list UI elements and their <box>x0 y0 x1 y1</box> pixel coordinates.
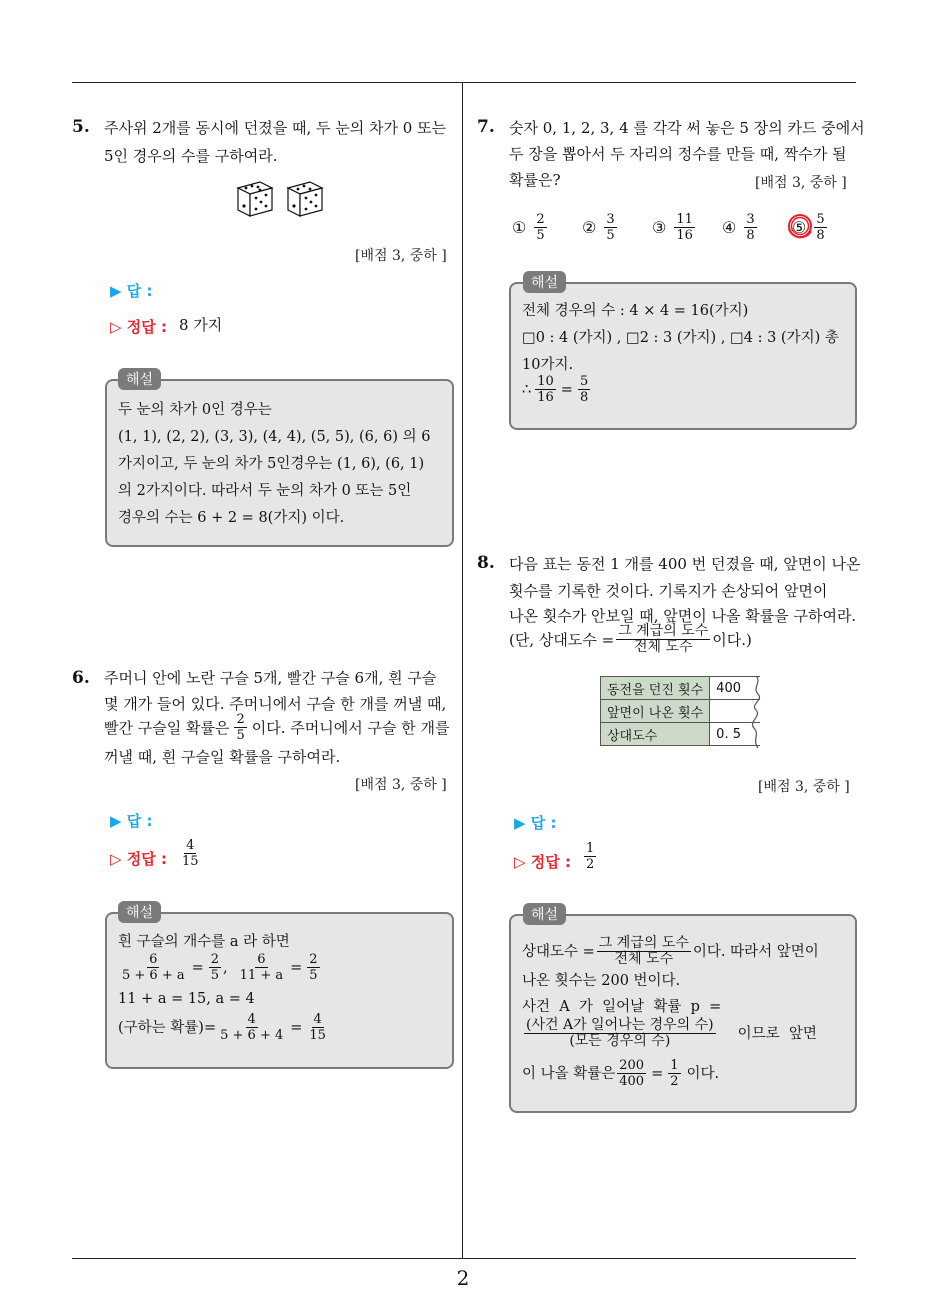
q6-exp-line4 <box>118 1012 330 1043</box>
q8-text-line1: 다음 표는 동전 1 개를 400 번 던졌을 때, 앞면이 나온 <box>509 555 861 573</box>
q8-exp-line2: 나온 횟수는 200 번이다. <box>522 973 681 989</box>
q8-exp-line5 <box>522 1058 719 1089</box>
q8-number: 8. <box>477 553 495 573</box>
choice-fraction <box>814 212 826 243</box>
choice-marker: ② <box>582 218 597 237</box>
numerator: 6 <box>149 952 158 967</box>
q6-explanation-tag: 해설 <box>118 901 161 923</box>
numerator: 200 <box>619 1058 645 1073</box>
q8-line4-start: (단, 상대도수 = <box>509 630 615 649</box>
numerator: 4 <box>247 1012 256 1027</box>
q6-exp-fraction <box>209 952 221 983</box>
q6-solution-fraction <box>180 838 201 869</box>
numerator: 2 <box>309 952 318 967</box>
q5-exp-line: (1, 1), (2, 2), (3, 3), (4, 4), (5, 5), (6, 6) 의 6 <box>118 429 431 445</box>
q7-text-line2: 두 장을 뽑아서 두 자리의 정수를 만들 때, 짝수가 될 <box>509 145 847 163</box>
q8-exp-fraction <box>668 1058 680 1089</box>
table-row <box>601 700 761 723</box>
q8-exp-fraction <box>597 936 691 967</box>
table-header-cell: 앞면이 나온 횟수 <box>601 700 710 723</box>
denominator: 8 <box>579 390 589 405</box>
q8-sol-numerator: 1 <box>586 841 595 856</box>
q6-exp-fraction <box>238 952 285 983</box>
denominator: 16 <box>537 390 554 405</box>
bottom-rule <box>72 1258 856 1259</box>
q6-exp-line1: 흰 구슬의 개수를 a 라 하면 <box>118 934 290 950</box>
q8-exp-line1-end: 이다. 따라서 앞면이 <box>692 943 819 960</box>
denominator: 16 <box>676 228 693 243</box>
die-right-icon <box>288 182 322 216</box>
page-number: 2 <box>456 1266 470 1290</box>
denominator: 2 <box>670 1074 679 1089</box>
q8-meta: [배점 3, 중하 ] <box>758 779 850 795</box>
q8-exp-line1 <box>522 936 819 967</box>
q8-text-line2: 횟수를 기록한 것이다. 기록지가 손상되어 앞면이 <box>509 582 828 600</box>
q5-exp-line: 의 2가지이다. 따라서 두 눈의 차가 0 또는 5인 <box>118 483 412 499</box>
q8-line4-end: 이다.) <box>712 630 752 649</box>
choice-marker <box>792 218 806 237</box>
table-header-cell: 상대도수 <box>601 723 710 746</box>
q6-text-line3 <box>104 712 449 743</box>
q6-answer-label: ▶ 답 : <box>110 812 153 830</box>
q6-exp-line2 <box>118 952 322 983</box>
denominator: 400 <box>619 1074 645 1089</box>
numerator: 4 <box>313 1012 322 1027</box>
denominator: 8 <box>816 228 825 243</box>
q5-answer-label: ▶ 답 : <box>110 282 153 300</box>
numerator: 10 <box>537 374 554 389</box>
q7-text-line1: 숫자 0, 1, 2, 3, 4 를 각각 써 놓은 5 장의 카드 중에서 <box>509 119 865 137</box>
dice-icon <box>232 178 328 218</box>
q6-text-line1: 주머니 안에 노란 구슬 5개, 빨간 구슬 6개, 흰 구슬 <box>104 669 437 687</box>
q5-number: 5. <box>72 117 90 137</box>
q7-exp-fraction <box>535 374 556 405</box>
q5-exp-line: 두 눈의 차가 0인 경우는 <box>118 402 272 418</box>
table-header-cell: 동전을 던진 횟수 <box>601 677 710 700</box>
q8-relative-frequency-fraction <box>616 624 710 655</box>
equals-sign: = <box>651 1065 664 1082</box>
q6-text-line4: 꺼낼 때, 흰 구슬일 확률을 구하여라. <box>104 748 341 766</box>
q6-exp-fraction <box>307 1012 328 1043</box>
q7-choice-3[interactable] <box>652 212 697 243</box>
q5-solution-value: 8 가지 <box>179 316 223 334</box>
q6-exp-line3: 11 + a = 15, a = 4 <box>118 991 255 1007</box>
equals-sign: = <box>560 381 573 398</box>
numerator: 그 계급의 도수 <box>598 935 689 951</box>
q8-exp-line4 <box>522 1018 817 1049</box>
q8-solution-fraction <box>584 841 596 872</box>
q5-meta: [배점 3, 중하 ] <box>355 248 447 264</box>
q6-line3-end: 이다. 주머니에서 구슬 한 개를 <box>251 718 450 737</box>
numerator: 5 <box>579 374 589 389</box>
numerator: 1 <box>670 1058 679 1073</box>
q7-exp-fraction <box>578 374 590 405</box>
q6-frac-denominator: 5 <box>236 728 245 743</box>
q8-explanation-tag: 해설 <box>523 903 566 925</box>
q8-sol-denominator: 2 <box>586 857 595 872</box>
q5-solution-label: ▷ 정답 : <box>110 318 167 336</box>
denominator: 5 <box>309 968 318 983</box>
q6-frac-numerator: 2 <box>236 712 245 727</box>
numerator: 3 <box>746 212 755 227</box>
choice-marker: ① <box>512 218 527 237</box>
q7-meta: [배점 3, 중하 ] <box>755 175 847 191</box>
q8-coin-table <box>600 676 760 746</box>
q5-explanation-tag: 해설 <box>118 368 161 390</box>
column-divider <box>462 83 463 1258</box>
therefore-sign: ∴ <box>522 381 532 398</box>
q6-solution-label: ▷ 정답 : <box>110 850 167 868</box>
q5-text-line2: 5인 경우의 수를 구하여라. <box>104 147 278 165</box>
table-value-cell: 0. 5 <box>710 723 761 746</box>
q7-exp-line4 <box>522 374 592 405</box>
q7-number: 7. <box>477 117 495 137</box>
equals-sign: = <box>290 1019 303 1036</box>
q6-meta: [배점 3, 중하 ] <box>355 777 447 793</box>
q6-probability-fraction <box>234 712 246 743</box>
table-row <box>601 677 761 700</box>
q8-exp-line5-start: 이 나올 확률은 <box>522 1065 616 1082</box>
q7-explanation-tag: 해설 <box>523 271 566 293</box>
choice-marker: ③ <box>652 218 667 237</box>
q6-sol-denominator: 15 <box>182 854 199 869</box>
q8-exp-line5-end: 이다. <box>686 1065 720 1082</box>
q7-exp-line2: □0 : 4 (가지) , □2 : 3 (가지) , □4 : 3 (가지) 총 <box>522 330 839 346</box>
q6-text-line2: 몇 개가 들어 있다. 주머니에서 구슬 한 개를 꺼낼 때, <box>104 695 447 713</box>
numerator: 2 <box>536 212 545 227</box>
q7-choice-5[interactable] <box>792 212 829 243</box>
q6-exp-fraction <box>120 952 187 983</box>
denominator: 5 + 6 + a <box>122 968 185 983</box>
q7-exp-line1: 전체 경우의 수 : 4 × 4 = 16(가지) <box>522 303 749 319</box>
numerator: 2 <box>210 952 220 967</box>
choice-fraction <box>534 212 546 243</box>
numerator: 6 <box>257 952 266 967</box>
table-row <box>601 723 761 746</box>
q8-exp-fraction <box>617 1058 646 1089</box>
denominator: 15 <box>309 1028 326 1043</box>
denominator: 11 + a <box>239 968 284 983</box>
denominator: 5 <box>606 228 615 243</box>
equals-sign: = <box>290 959 303 976</box>
denominator: 5 <box>210 968 220 983</box>
numerator: 그 계급의 도수 <box>618 623 709 639</box>
choice-fraction <box>604 212 616 243</box>
q8-text-line4 <box>509 624 752 655</box>
denominator: 5 + 6 + 4 <box>220 1028 284 1043</box>
q8-exp-line3: 사건 A 가 일어날 확률 p = <box>522 999 722 1015</box>
choice-fraction <box>674 212 695 243</box>
denominator: 전체 도수 <box>614 951 674 967</box>
q8-exp-line1-start: 상대도수 = <box>522 943 595 960</box>
q6-sol-numerator: 4 <box>186 838 195 853</box>
die-left-icon <box>238 182 272 216</box>
numerator: 11 <box>676 212 693 227</box>
q5-exp-line: 경우의 수는 6 + 2 = 8(가지) 이다. <box>118 510 345 526</box>
denominator: (모든 경우의 수) <box>569 1033 671 1049</box>
q6-exp-fraction <box>307 952 319 983</box>
top-rule <box>72 82 856 83</box>
q8-text-line3: 나온 횟수가 안보일 때, 앞면이 나올 확률을 구하여라. <box>509 607 857 625</box>
q7-choice-4[interactable] <box>722 212 759 243</box>
q6-exp-line4-start: (구하는 확률)= <box>118 1019 217 1036</box>
q6-line3-start: 빨간 구슬일 확률은 <box>104 718 230 737</box>
denominator: 8 <box>746 228 755 243</box>
denominator: 5 <box>536 228 545 243</box>
q5-explanation-text <box>118 397 448 532</box>
comma: , <box>223 959 228 976</box>
q5-exp-line: 가지이고, 두 눈의 차가 5인경우는 (1, 6), (6, 1) <box>118 456 425 472</box>
q8-solution-label: ▷ 정답 : <box>514 853 571 871</box>
table-value-cell: 400 <box>710 677 761 700</box>
q6-exp-fraction <box>218 1012 285 1043</box>
q5-text-line1: 주사위 2개를 동시에 던졌을 때, 두 눈의 차가 0 또는 <box>104 119 447 137</box>
choice-marker: ④ <box>722 218 737 237</box>
q7-choice-2[interactable] <box>582 212 619 243</box>
q8-exp-fraction <box>524 1018 716 1049</box>
q7-choice-1[interactable] <box>512 212 549 243</box>
choice-fraction <box>744 212 756 243</box>
numerator: 3 <box>606 212 615 227</box>
numerator: 5 <box>816 212 825 227</box>
torn-edge-icon <box>748 674 772 750</box>
q8-exp-line4-end: 이므로 앞면 <box>737 1025 817 1042</box>
q7-exp-line3: 10가지. <box>522 357 574 373</box>
q6-number: 6. <box>72 668 90 688</box>
equals-sign: = <box>191 959 204 976</box>
choice-marker-text: ⑤ <box>792 218 807 237</box>
q7-text-line3: 확률은? <box>509 171 561 189</box>
numerator: (사건 A가 일어나는 경우의 수) <box>526 1017 714 1033</box>
denominator: 전체 도수 <box>633 639 693 655</box>
q8-answer-label: ▶ 답 : <box>514 814 557 832</box>
